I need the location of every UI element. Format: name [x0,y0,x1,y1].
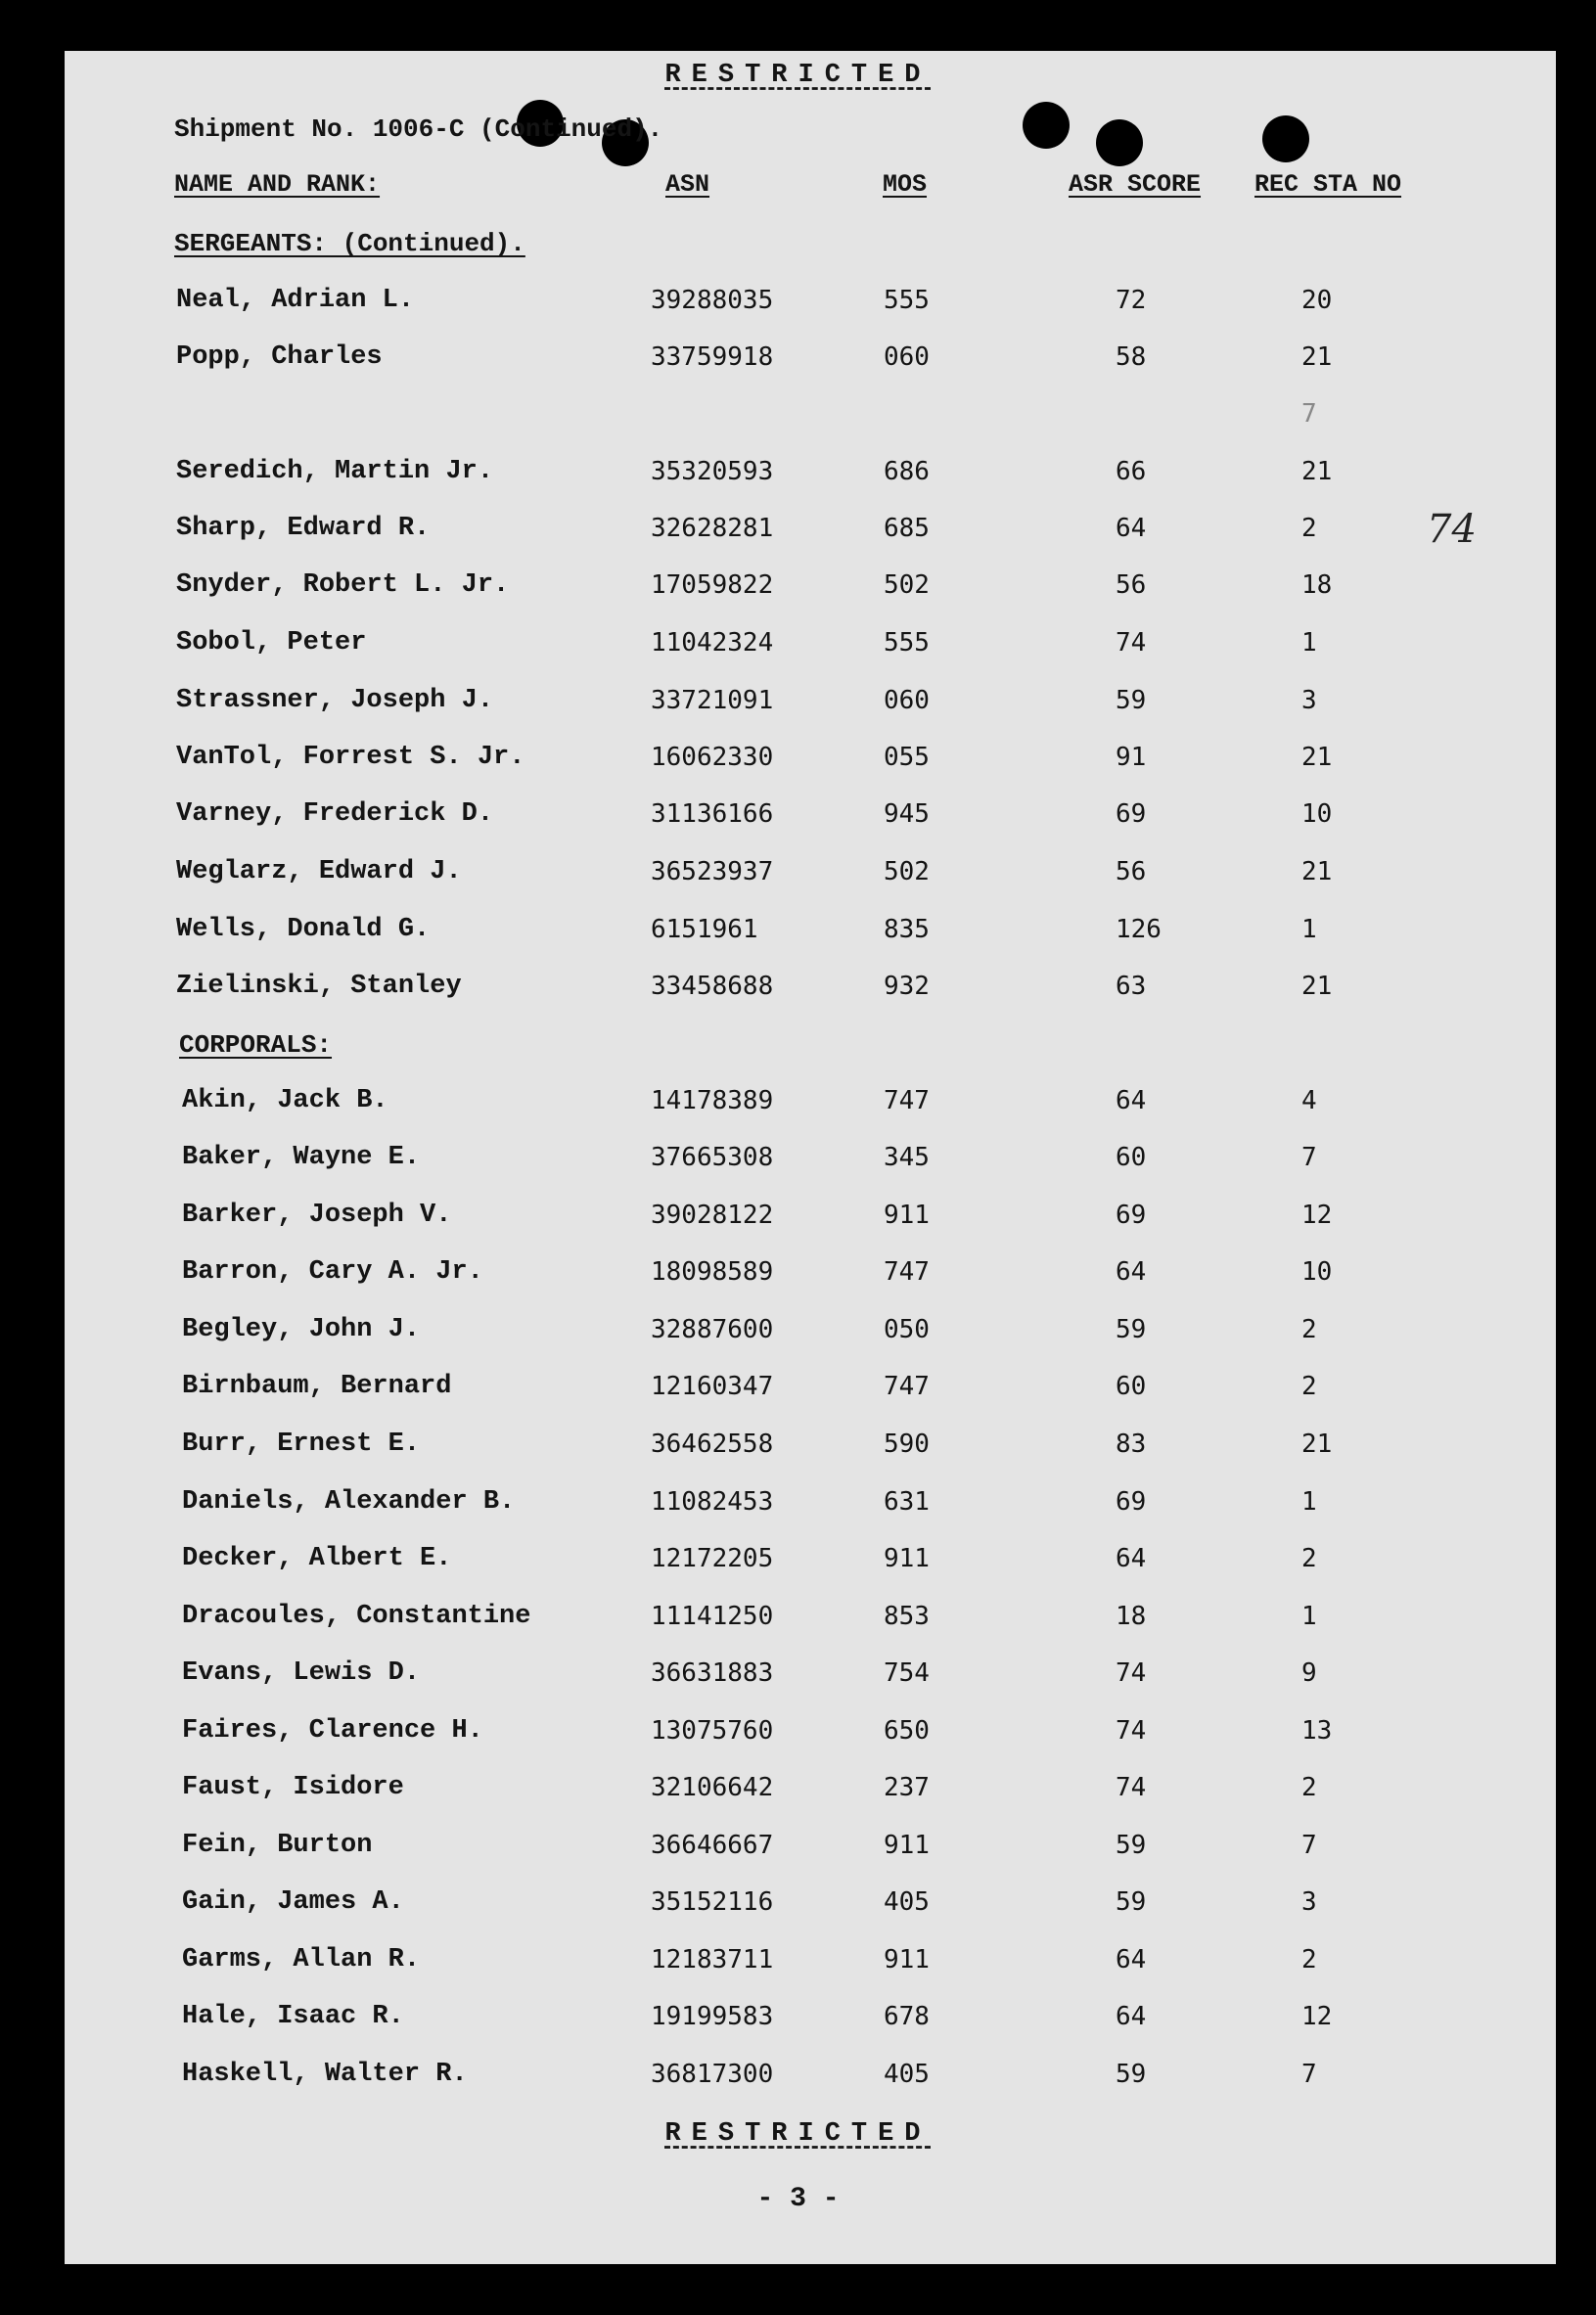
asn-cell: 11141250 [651,1602,774,1631]
mos-cell: 555 [884,628,930,658]
column-headers [0,170,1596,209]
name-cell: Birnbaum, Bernard [182,1372,452,1401]
table-row [0,972,1596,1011]
rec-cell: 7 [1301,399,1317,429]
asr-cell: 69 [1116,1487,1147,1517]
name-cell: Begley, John J. [182,1315,421,1344]
rec-cell: 9 [1301,1658,1317,1688]
edge-speck [39,671,45,674]
rec-cell: 12 [1301,1201,1333,1230]
table-row [0,1831,1596,1870]
rec-cell: 2 [1301,1773,1317,1802]
asn-cell: 36631883 [651,1658,774,1688]
asn-cell: 32887600 [651,1315,774,1344]
asn-cell: 13075760 [651,1716,774,1746]
rec-cell: 2 [1301,1315,1317,1344]
asn-cell: 39028122 [651,1201,774,1230]
name-cell: Hale, Isaac R. [182,2002,404,2031]
asr-cell: 60 [1116,1143,1147,1172]
asr-cell: 59 [1116,686,1147,715]
asr-cell: 56 [1116,570,1147,600]
asr-cell: 59 [1116,1887,1147,1917]
mos-cell: 237 [884,1773,930,1802]
mos-cell: 754 [884,1658,930,1688]
rec-cell: 10 [1301,799,1333,829]
table-row [0,342,1596,382]
asr-cell: 74 [1116,1773,1147,1802]
restricted-heading-bottom: RESTRICTED [664,2119,932,2149]
rec-cell: 1 [1301,915,1317,944]
rec-cell: 3 [1301,1887,1317,1917]
asr-cell: 58 [1116,342,1147,372]
shipment-number: Shipment No. 1006-C (Continued). [174,114,663,144]
table-row [0,1658,1596,1698]
asn-cell: 32106642 [651,1773,774,1802]
asr-cell: 83 [1116,1430,1147,1459]
name-cell: Fein, Burton [182,1831,373,1860]
table-row [0,1773,1596,1812]
asr-cell: 60 [1116,1372,1147,1401]
asr-cell: 59 [1116,2060,1147,2089]
name-cell: Neal, Adrian L. [176,286,415,315]
mos-cell: 685 [884,514,930,543]
asr-cell: 66 [1116,457,1147,486]
mos-cell: 631 [884,1487,930,1517]
name-cell: Faust, Isidore [182,1773,404,1802]
asn-cell: 17059822 [651,570,774,600]
rec-cell: 10 [1301,1257,1333,1287]
mos-cell: 405 [884,2060,930,2089]
name-cell: Weglarz, Edward J. [176,857,462,886]
asn-cell: 33721091 [651,686,774,715]
header-asr-score: ASR SCORE [1069,170,1202,199]
rec-cell: 21 [1301,743,1333,772]
page-number: - 3 - [756,2184,840,2214]
asr-cell: 18 [1116,1602,1147,1631]
name-cell: Sobol, Peter [176,628,367,658]
table-row [0,2002,1596,2041]
mos-cell: 747 [884,1372,930,1401]
table-row [0,1086,1596,1125]
asn-cell: 36523937 [651,857,774,886]
table-row [0,799,1596,839]
asn-cell: 12183711 [651,1945,774,1975]
rec-cell: 7 [1301,1143,1317,1172]
mos-cell: 911 [884,1945,930,1975]
table-row [0,1945,1596,1984]
rec-cell: 1 [1301,628,1317,658]
edge-speck [47,395,53,398]
asr-cell: 126 [1116,915,1162,944]
name-cell: Snyder, Robert L. Jr. [176,570,510,600]
rec-cell: 21 [1301,1430,1333,1459]
asr-cell: 69 [1116,799,1147,829]
asn-cell: 32628281 [651,514,774,543]
asr-cell: 64 [1116,2002,1147,2031]
table-row [0,1544,1596,1583]
name-cell: Decker, Albert E. [182,1544,452,1573]
rec-cell: 18 [1301,570,1333,600]
table-row [0,1602,1596,1641]
rec-cell: 13 [1301,1716,1333,1746]
name-cell: Evans, Lewis D. [182,1658,421,1688]
rec-cell: 7 [1301,1831,1317,1860]
name-cell: Strassner, Joseph J. [176,686,494,715]
table-row [0,1487,1596,1526]
asn-cell: 33458688 [651,972,774,1001]
asr-cell: 59 [1116,1831,1147,1860]
asn-cell: 35320593 [651,457,774,486]
asr-cell: 74 [1116,1658,1147,1688]
mos-cell: 345 [884,1143,930,1172]
rec-cell: 2 [1301,1544,1317,1573]
header-mos: MOS [883,170,928,199]
table-row [0,1716,1596,1755]
rec-cell: 2 [1301,514,1317,543]
mos-cell: 932 [884,972,930,1001]
table-row [0,286,1596,325]
table-row [0,2060,1596,2099]
name-cell: Zielinski, Stanley [176,972,462,1001]
asr-cell: 63 [1116,972,1147,1001]
table-row [0,743,1596,782]
table-row [0,1201,1596,1240]
section-sergeants: SERGEANTS: (Continued). [174,229,525,258]
mos-cell: 502 [884,570,930,600]
asr-cell: 69 [1116,1201,1147,1230]
header-rec-sta-no: REC STA NO [1254,170,1402,199]
name-cell: Varney, Frederick D. [176,799,494,829]
asn-cell: 33759918 [651,342,774,372]
name-cell: Barron, Cary A. Jr. [182,1257,483,1287]
table-row [0,1257,1596,1296]
asn-cell: 11042324 [651,628,774,658]
punch-hole [1096,119,1143,166]
table-row [0,457,1596,496]
name-cell: Haskell, Walter R. [182,2060,468,2089]
mos-cell: 686 [884,457,930,486]
name-cell: Sharp, Edward R. [176,514,431,543]
name-cell: VanTol, Forrest S. Jr. [176,743,525,772]
asr-cell: 74 [1116,1716,1147,1746]
asn-cell: 12160347 [651,1372,774,1401]
mos-cell: 405 [884,1887,930,1917]
asn-cell: 16062330 [651,743,774,772]
asr-cell: 64 [1116,1544,1147,1573]
rec-cell: 12 [1301,2002,1333,2031]
rec-cell: 4 [1301,1086,1317,1115]
rec-cell: 20 [1301,286,1333,315]
table-row [0,1430,1596,1469]
asn-cell: 36646667 [651,1831,774,1860]
name-cell: Wells, Donald G. [176,915,431,944]
asn-cell: 11082453 [651,1487,774,1517]
asr-cell: 74 [1116,628,1147,658]
punch-hole [1262,115,1309,162]
rec-cell: 21 [1301,972,1333,1001]
name-cell: Baker, Wayne E. [182,1143,421,1172]
mos-cell: 911 [884,1201,930,1230]
mos-cell: 502 [884,857,930,886]
asn-cell: 36817300 [651,2060,774,2089]
asr-cell: 64 [1116,1086,1147,1115]
mos-cell: 060 [884,342,930,372]
mos-cell: 945 [884,799,930,829]
table-row [0,915,1596,954]
table-row [0,857,1596,896]
asn-cell: 36462558 [651,1430,774,1459]
table-row [0,570,1596,610]
name-cell: Akin, Jack B. [182,1086,388,1115]
header-asn: ASN [665,170,710,199]
name-cell: Dracoules, Constantine [182,1602,531,1631]
section-corporals: CORPORALS: [179,1030,333,1060]
asr-cell: 56 [1116,857,1147,886]
table-row [0,1143,1596,1182]
asr-cell: 64 [1116,1257,1147,1287]
name-cell: Popp, Charles [176,342,383,372]
asr-cell: 64 [1116,1945,1147,1975]
asn-cell: 35152116 [651,1887,774,1917]
asn-cell: 37665308 [651,1143,774,1172]
table-row [0,514,1596,553]
rec-cell: 3 [1301,686,1317,715]
mos-cell: 911 [884,1544,930,1573]
rec-cell: 2 [1301,1945,1317,1975]
rec-cell: 21 [1301,857,1333,886]
rec-cell: 1 [1301,1487,1317,1517]
table-row-faded [0,399,1596,438]
mos-cell: 650 [884,1716,930,1746]
mos-cell: 060 [884,686,930,715]
rec-cell: 21 [1301,342,1333,372]
asn-cell: 39288035 [651,286,774,315]
punch-hole [1023,102,1070,149]
mos-cell: 050 [884,1315,930,1344]
name-cell: Gain, James A. [182,1887,404,1917]
mos-cell: 911 [884,1831,930,1860]
mos-cell: 590 [884,1430,930,1459]
mos-cell: 055 [884,743,930,772]
mos-cell: 835 [884,915,930,944]
restricted-heading-top: RESTRICTED [664,61,932,90]
asn-cell: 14178389 [651,1086,774,1115]
mos-cell: 747 [884,1257,930,1287]
name-cell: Faires, Clarence H. [182,1716,483,1746]
asn-cell: 18098589 [651,1257,774,1287]
table-row [0,686,1596,725]
rec-cell: 21 [1301,457,1333,486]
name-cell: Daniels, Alexander B. [182,1487,516,1517]
mos-cell: 678 [884,2002,930,2031]
rec-cell: 2 [1301,1372,1317,1401]
header-name-rank: NAME AND RANK: [174,170,381,199]
table-row [0,628,1596,667]
asn-cell: 19199583 [651,2002,774,2031]
rec-cell: 7 [1301,2060,1317,2089]
asn-cell: 12172205 [651,1544,774,1573]
asr-cell: 59 [1116,1315,1147,1344]
asr-cell: 91 [1116,743,1147,772]
asn-cell: 31136166 [651,799,774,829]
rec-cell: 1 [1301,1602,1317,1631]
table-row [0,1315,1596,1354]
mos-cell: 555 [884,286,930,315]
mos-cell: 853 [884,1602,930,1631]
mos-cell: 747 [884,1086,930,1115]
name-cell: Burr, Ernest E. [182,1430,421,1459]
table-row [0,1372,1596,1411]
name-cell: Garms, Allan R. [182,1945,421,1975]
asr-cell: 64 [1116,514,1147,543]
asr-cell: 72 [1116,286,1147,315]
name-cell: Barker, Joseph V. [182,1201,452,1230]
handwritten-margin-note: 74 [1427,507,1477,552]
name-cell: Seredich, Martin Jr. [176,457,494,486]
table-row [0,1887,1596,1927]
asn-cell: 6151961 [651,915,758,944]
